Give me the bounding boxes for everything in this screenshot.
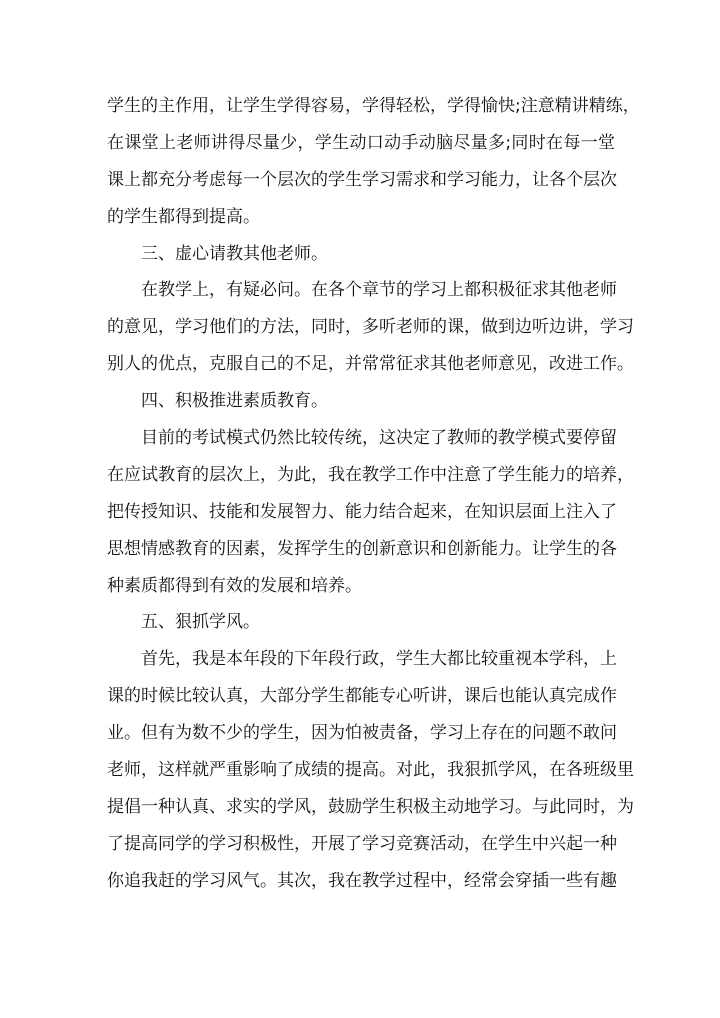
text-line-12: 把传授知识、技能和发展智力、能力结合起来，在知识层面上注入了 <box>107 501 617 522</box>
text-line-13: 思想情感教育的因素，发挥学生的创新意识和创新能力。让学生的各 <box>107 538 617 559</box>
text-line-20: 提倡一种认真、求实的学风，鼓励学生积极主动地学习。与此同时，为 <box>107 796 634 817</box>
text-line-10: 目前的考试模式仍然比较传统，这决定了教师的教学模式要停留 <box>141 428 617 449</box>
section-heading-4: 四、积极推进素质教育。 <box>141 391 328 412</box>
text-line-19: 老师，这样就严重影响了成绩的提高。对此，我狠抓学风，在各班级里 <box>107 760 634 781</box>
section-heading-5: 五、狠抓学风。 <box>141 612 260 633</box>
section-heading-3: 三、虚心请教其他老师。 <box>141 243 328 264</box>
text-line-7: 的意见，学习他们的方法，同时，多听老师的课，做到边听边讲，学习 <box>107 317 634 338</box>
text-line-6: 在教学上，有疑必问。在各个章节的学习上都积极征求其他老师 <box>141 280 617 301</box>
text-line-3: 课上都充分考虑每一个层次的学生学习需求和学习能力，让各个层次 <box>107 169 617 190</box>
text-line-17: 课的时候比较认真，大部分学生都能专心听讲，课后也能认真完成作 <box>107 686 617 707</box>
text-line-11: 在应试教育的层次上，为此，我在教学工作中注意了学生能力的培养， <box>107 464 634 485</box>
body-text <box>107 88 640 900</box>
text-line-21: 了提高同学的学习积极性，开展了学习竞赛活动，在学生中兴起一种 <box>107 833 617 854</box>
text-line-8: 别人的优点，克服自己的不足，并常常征求其他老师意见，改进工作。 <box>107 354 634 375</box>
text-line-16: 首先，我是本年段的下年段行政，学生大都比较重视本学科，上 <box>141 649 617 670</box>
text-line-1: 学生的主作用，让学生学得容易，学得轻松，学得愉快;注意精讲精练， <box>107 96 640 116</box>
text-line-18: 业。但有为数不少的学生，因为怕被责备，学习上存在的问题不敢问 <box>107 723 617 744</box>
text-line-14: 种素质都得到有效的发展和培养。 <box>107 575 362 596</box>
text-line-22: 你追我赶的学习风气。其次，我在教学过程中，经常会穿插一些有趣 <box>107 870 617 891</box>
text-line-2: 在课堂上老师讲得尽量少，学生动口动手动脑尽量多;同时在每一堂 <box>107 132 615 153</box>
text-line-4: 的学生都得到提高。 <box>107 206 260 227</box>
